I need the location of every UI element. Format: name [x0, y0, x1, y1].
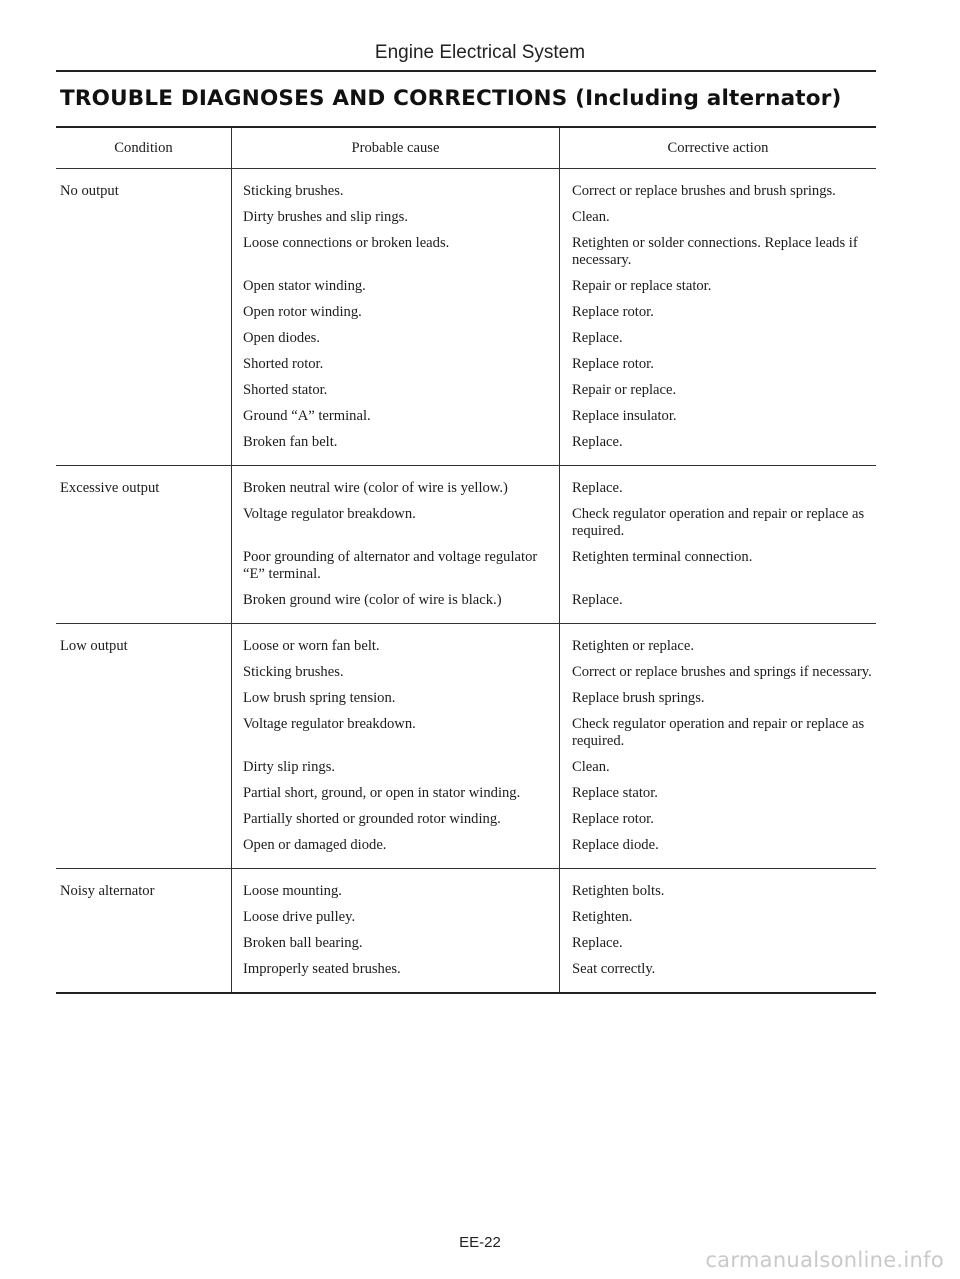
probable-cause-item: Voltage regulator breakdown. [243, 716, 416, 732]
column-header-probable-cause: Probable cause [231, 128, 559, 168]
trouble-diagnosis-table [56, 126, 876, 994]
corrective-action-item: Replace rotor. [572, 356, 654, 372]
corrective-action-cell [559, 466, 876, 623]
condition-cell [56, 624, 231, 868]
page-title: TROUBLE DIAGNOSES AND CORRECTIONS (Including alternator) [60, 86, 842, 111]
corrective-action-item: Repair or replace stator. [572, 278, 712, 294]
probable-cause-cell [231, 869, 559, 992]
probable-cause-item: Shorted stator. [243, 382, 328, 398]
condition-label: Excessive output [60, 480, 160, 496]
condition-group [56, 624, 876, 868]
condition-cell [56, 869, 231, 992]
probable-cause-item: Broken neutral wire (color of wire is yellow.) [243, 480, 508, 496]
probable-cause-item: Open diodes. [243, 330, 321, 346]
table-body [56, 169, 876, 992]
condition-group [56, 169, 876, 465]
corrective-action-item: Clean. [572, 759, 610, 775]
corrective-action-item: Clean. [572, 209, 610, 225]
table-bottom-rule [56, 992, 876, 994]
corrective-action-cell [559, 169, 876, 465]
probable-cause-item: Open or damaged diode. [243, 837, 387, 853]
condition-cell [56, 466, 231, 623]
probable-cause-item: Partial short, ground, or open in stator winding. [243, 785, 521, 801]
corrective-action-item: Correct or replace brushes and springs if necessary. [572, 664, 872, 680]
corrective-action-item: Replace rotor. [572, 304, 654, 320]
corrective-action-item: Replace rotor. [572, 811, 654, 827]
corrective-action-cell [559, 624, 876, 868]
condition-group [56, 466, 876, 623]
probable-cause-cell [231, 466, 559, 623]
probable-cause-item: Dirty brushes and slip rings. [243, 209, 408, 225]
probable-cause-item: Loose drive pulley. [243, 909, 356, 925]
corrective-action-item: Check regulator operation and repair or replace as required. [572, 716, 865, 749]
column-header-corrective-action: Corrective action [559, 128, 876, 168]
corrective-action-item: Replace insulator. [572, 408, 677, 424]
probable-cause-cell [231, 624, 559, 868]
probable-cause-item: Low brush spring tension. [243, 690, 396, 706]
corrective-action-item: Replace. [572, 480, 623, 496]
corrective-action-item: Retighten terminal connection. [572, 549, 753, 565]
corrective-action-item: Retighten. [572, 909, 633, 925]
header-divider [56, 70, 876, 72]
corrective-action-item: Seat correctly. [572, 961, 656, 977]
corrective-action-item: Replace diode. [572, 837, 659, 853]
corrective-action-item: Replace. [572, 592, 623, 608]
probable-cause-item: Open stator winding. [243, 278, 366, 294]
column-header-condition: Condition [114, 140, 173, 156]
corrective-action-item: Replace stator. [572, 785, 658, 801]
condition-label: Low output [60, 638, 128, 654]
probable-cause-item: Ground “A” terminal. [243, 408, 371, 424]
corrective-action-item: Retighten or solder connections. Replace leads if necessary. [572, 235, 858, 268]
corrective-action-item: Retighten or replace. [572, 638, 694, 654]
page-number: EE-22 [459, 1234, 501, 1251]
probable-cause-item: Broken fan belt. [243, 434, 338, 450]
condition-label: No output [60, 183, 119, 199]
condition-cell [56, 169, 231, 465]
corrective-action-item: Repair or replace. [572, 382, 677, 398]
corrective-action-item: Replace brush springs. [572, 690, 705, 706]
probable-cause-item: Loose mounting. [243, 883, 342, 899]
corrective-action-item: Replace. [572, 434, 623, 450]
corrective-action-item: Replace. [572, 330, 623, 346]
probable-cause-item: Dirty slip rings. [243, 759, 336, 775]
probable-cause-item: Poor grounding of alternator and voltage regulator “E” terminal. [243, 549, 538, 582]
probable-cause-item: Loose or worn fan belt. [243, 638, 380, 654]
probable-cause-cell [231, 169, 559, 465]
corrective-action-item: Check regulator operation and repair or replace as required. [572, 506, 865, 539]
probable-cause-item: Loose connections or broken leads. [243, 235, 450, 251]
condition-group [56, 869, 876, 992]
probable-cause-item: Partially shorted or grounded rotor winding. [243, 811, 501, 827]
probable-cause-item: Broken ground wire (color of wire is black.) [243, 592, 502, 608]
watermark-text: carmanualsonline.info [705, 1248, 944, 1272]
probable-cause-item: Open rotor winding. [243, 304, 362, 320]
page-header: Engine Electrical System [374, 42, 586, 63]
corrective-action-item: Retighten bolts. [572, 883, 665, 899]
table-header-row [56, 128, 876, 168]
probable-cause-item: Improperly seated brushes. [243, 961, 401, 977]
corrective-action-cell [559, 869, 876, 992]
probable-cause-item: Sticking brushes. [243, 183, 344, 199]
probable-cause-item: Broken ball bearing. [243, 935, 363, 951]
corrective-action-item: Replace. [572, 935, 623, 951]
probable-cause-item: Shorted rotor. [243, 356, 324, 372]
probable-cause-item: Voltage regulator breakdown. [243, 506, 416, 522]
condition-label: Noisy alternator [60, 883, 155, 899]
corrective-action-item: Correct or replace brushes and brush springs. [572, 183, 836, 199]
probable-cause-item: Sticking brushes. [243, 664, 344, 680]
